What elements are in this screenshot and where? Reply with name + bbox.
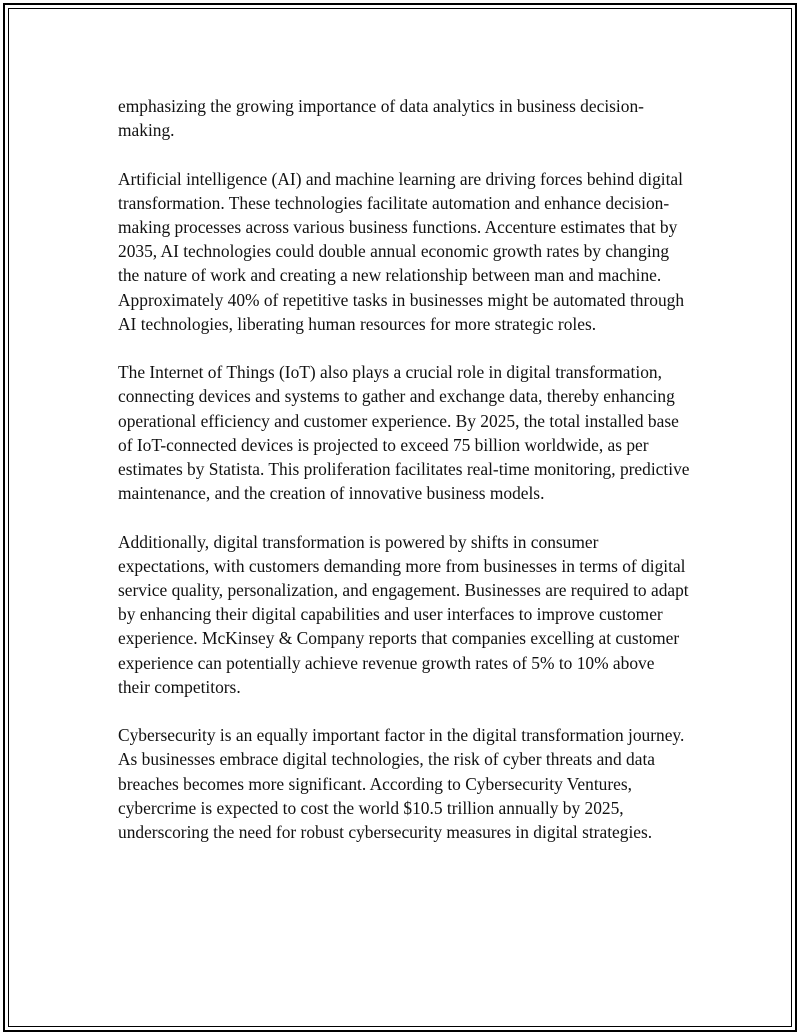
paragraph-consumer-expectations: Additionally, digital transformation is powered by shifts in consumer expectations, with customers demanding more from businesses in terms of digital service quality, personalization, and engagement. Businesses are required to adapt by enhancing their digital capabilities and user interfaces to improve customer experience. McKinsey & Company reports that companies excelling at customer experience can potentially achieve revenue growth rates of 5% to 10% above their competitors. bbox=[118, 531, 689, 697]
document-body bbox=[118, 94, 690, 844]
paragraph-artificial-intelligence: Artificial intelligence (AI) and machine learning are driving forces behind digital transformation. These technologies facilitate automation and enhance decision-making processes across various business functions. Accenture estimates that by 2035, AI technologies could double annual economic growth rates by changing the nature of work and creating a new relationship between man and machine. Approximately 40% of repetitive tasks in businesses might be automated through AI technologies, liberating human resources for more strategic roles. bbox=[118, 168, 685, 334]
paragraph-internet-of-things: The Internet of Things (IoT) also plays a crucial role in digital transformation, connecting devices and systems to gather and exchange data, thereby enhancing operational efficiency and customer experience. By 2025, the total installed base of IoT-connected devices is projected to exceed 75 billion worldwide, as per estimates by Statista. This proliferation facilitates real-time monitoring, predictive maintenance, and the creation of innovative business models. bbox=[118, 362, 690, 504]
paragraph-data-analytics: emphasizing the growing importance of data analytics in business decision-making. bbox=[118, 96, 644, 141]
paragraph-cybersecurity: Cybersecurity is an equally important factor in the digital transformation journey. As businesses embrace digital technologies, the risk of cyber threats and data breaches becomes more significant. According to Cybersecurity Ventures, cybercrime is expected to cost the world $10.5 trillion annually by 2025, underscoring the need for robust cybersecurity measures in digital strategies. bbox=[118, 725, 685, 843]
